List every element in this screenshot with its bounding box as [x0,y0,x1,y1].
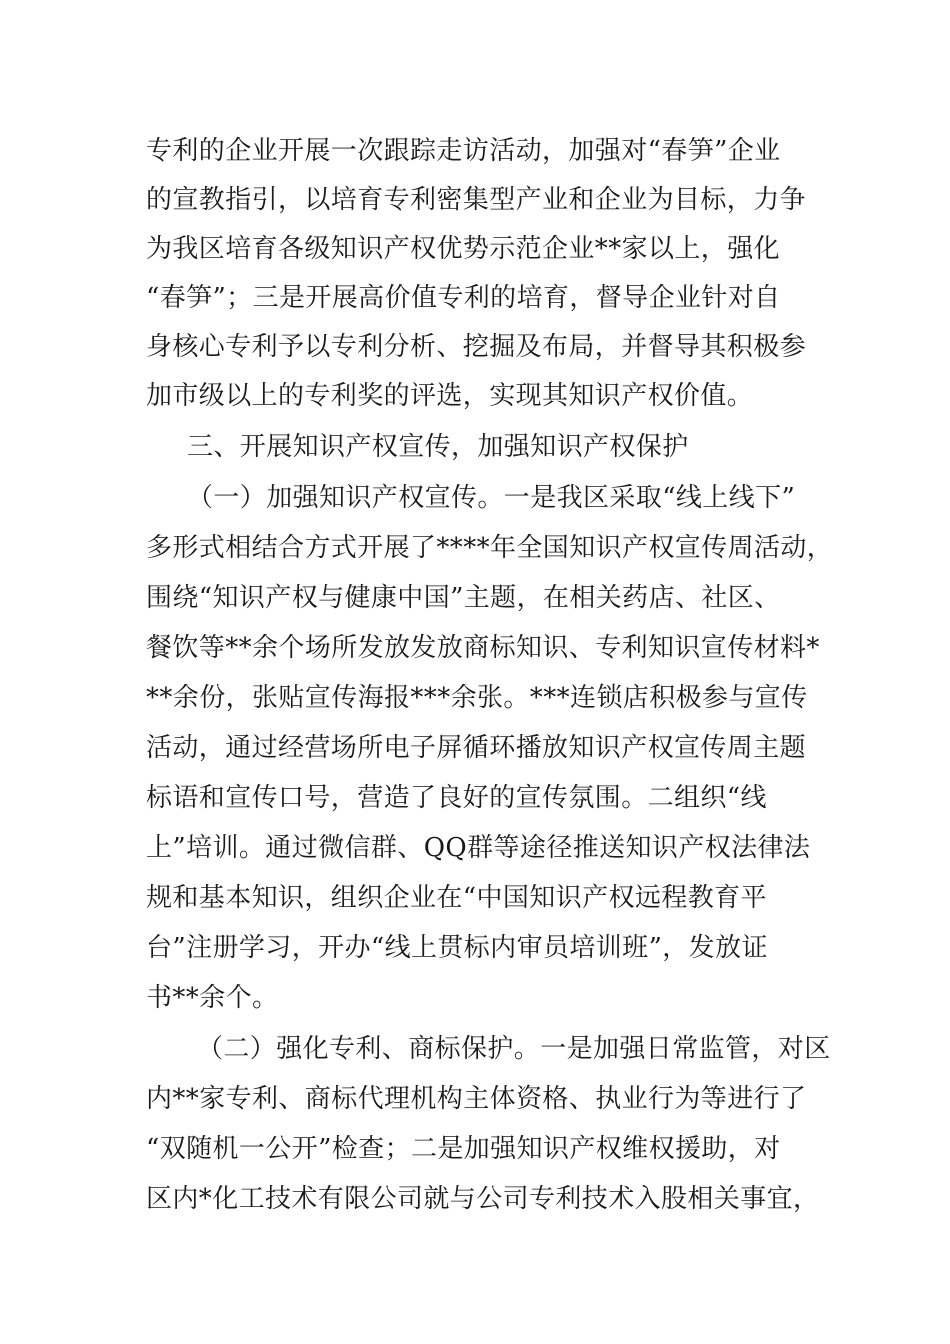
text-line: 规和基本知识，组织企业在“中国知识产权远程教育平 [146,883,767,913]
text-line: 为我区培育各级知识产权优势示范企业**家以上，强化 [146,234,781,264]
text-line: 专利的企业开展一次跟踪走访活动，加强对“春笋”企业 [146,136,781,166]
text-line: 活动，通过经营场所电子屏循环播放知识产权宣传周主题 [146,733,807,763]
text-line: 内**家专利、商标代理机构主体资格、执业行为等进行了 [146,1084,807,1114]
text-line: 书**余个。 [146,983,279,1013]
text-line: 标语和宣传口号，营造了良好的宣传氛围。二组织“线 [146,783,767,813]
text-line: 身核心专利予以专利分析、挖掘及布局，并督导其积极参 [146,332,807,362]
text-line: 的宣教指引，以培育专利密集型产业和企业为目标，力争 [146,185,807,215]
text-line: “双随机一公开”检查；二是加强知识产权维权援助，对 [146,1134,781,1164]
text-line: 加市级以上的专利奖的评选，实现其知识产权价值。 [146,381,754,411]
text-line: 区内*化工技术有限公司就与公司专利技术入股相关事宜， [146,1184,820,1214]
text-line: “春笋”；三是开展高价值专利的培育，督导企业针对自 [146,283,781,313]
text-line: （二）强化专利、商标保护。一是加强日常监管，对区 [197,1034,831,1064]
text-line: 台”注册学习，开办“线上贯标内审员培训班”，发放证 [146,933,768,963]
text-line: 餐饮等**余个场所发放发放商标知识、专利知识宣传材料* [146,633,820,663]
text-line: 多形式相结合方式开展了****年全国知识产权宣传周活动， [146,533,834,563]
text-line: 围绕“知识产权与健康中国”主题，在相关药店、社区、 [146,583,781,613]
text-line: 上”培训。通过微信群、QQ群等途径推送知识产权法律法 [146,833,811,863]
text-line: **余份，张贴宣传海报***余张。***连锁店积极参与宣传 [146,683,808,713]
section-heading: 三、开展知识产权宣传，加强知识产权保护 [187,432,689,462]
text-line: （一）加强知识产权宣传。一是我区采取“线上线下” [187,483,796,513]
